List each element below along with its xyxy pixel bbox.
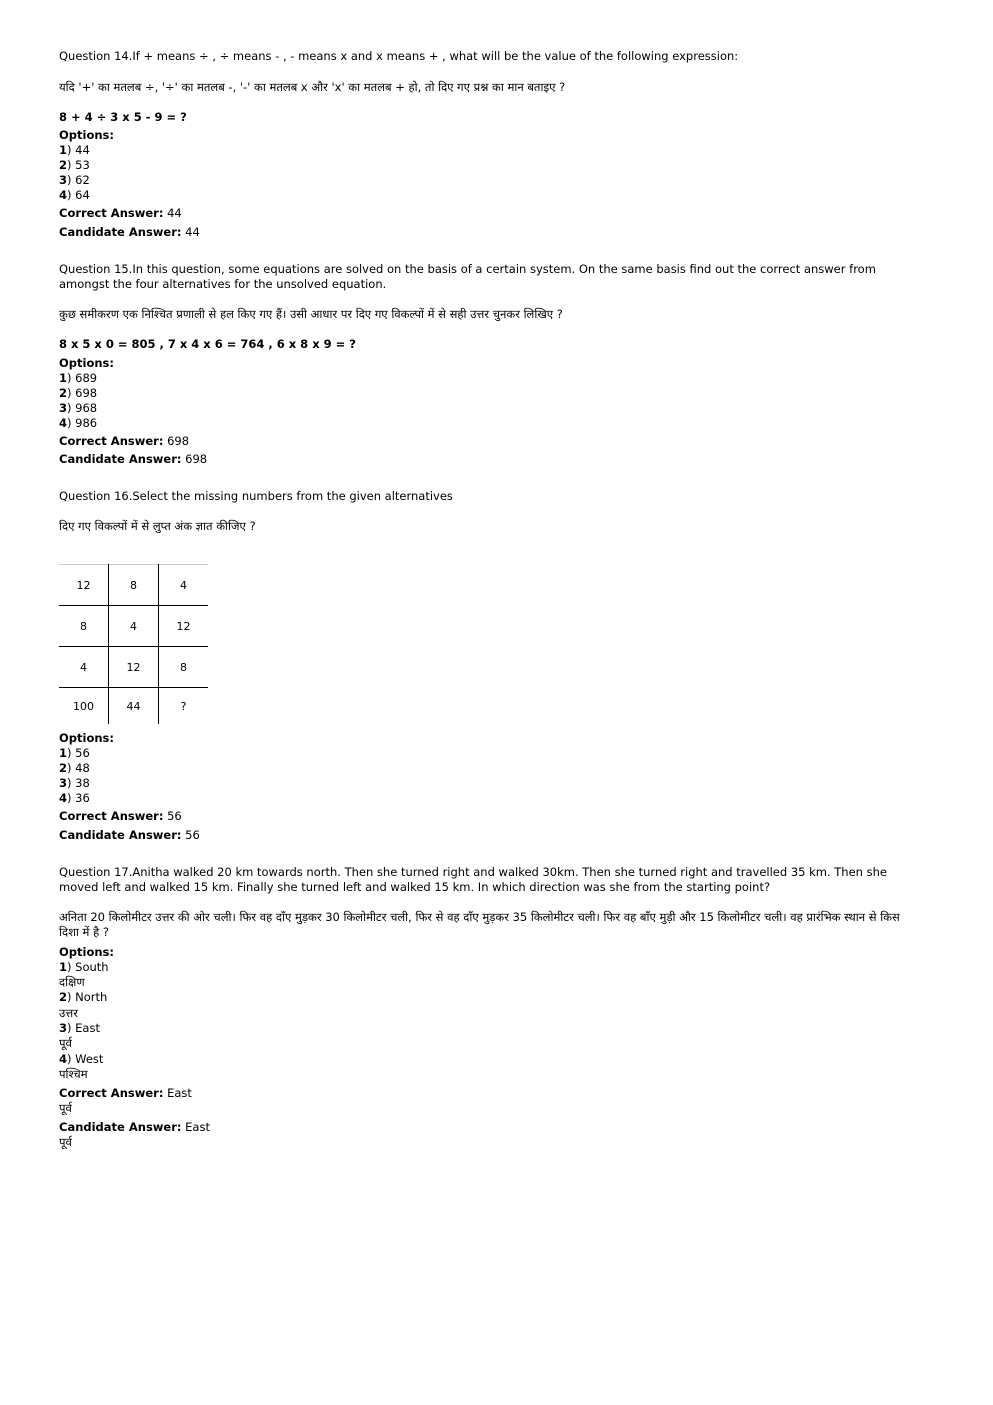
grid-cell: 44	[109, 688, 159, 725]
q15-hindi: कुछ समीकरण एक निश्चित प्रणाली से हल किए गए हैं। उसी आधार पर दिए गए विकल्पों में से सही उत्तर चुनकर लिखिए ?	[59, 307, 563, 321]
q16-options-label: Options:	[59, 731, 114, 745]
q17-options-label: Options:	[59, 945, 114, 959]
grid-cell: 8	[109, 565, 159, 606]
grid-row	[59, 565, 208, 606]
q17-option-2-hindi: उत्तर	[59, 1006, 78, 1020]
q16-correct-answer: Correct Answer: 56	[59, 809, 182, 823]
q17-option-3: 3) East	[59, 1021, 100, 1035]
q14-correct-answer: Correct Answer: 44	[59, 206, 182, 220]
q14-options-label: Options:	[59, 128, 114, 142]
q17-option-1-hindi: दक्षिण	[59, 975, 85, 989]
q17-hindi: अनिता 20 किलोमीटर उत्तर की ओर चली। फिर वह दाँए मुड़कर 30 किलोमीटर चली, फिर से वह दाँए मुड़कर 35 किलोमीटर चली। फिर वह बाँए मुड़ी और 15 किलोमीटर चली। वह प्रारंभिक स्थान से किस दिशा में है ?	[59, 910, 900, 939]
q17-correct-answer-hindi: पूर्व	[59, 1101, 72, 1115]
grid-cell: 12	[159, 606, 209, 647]
grid-cell: 12	[59, 565, 109, 606]
q17-option-3-hindi: पूर्व	[59, 1036, 72, 1050]
q17-candidate-answer: Candidate Answer: East	[59, 1120, 210, 1134]
q14-option-2: 2) 53	[59, 158, 90, 172]
q17-option-2: 2) North	[59, 990, 108, 1004]
q15-option-4: 4) 986	[59, 416, 98, 430]
grid-cell: 8	[159, 647, 209, 688]
grid-row	[59, 606, 208, 647]
grid-cell: 4	[159, 565, 209, 606]
q14-option-4: 4) 64	[59, 188, 90, 202]
q16-candidate-answer: Candidate Answer: 56	[59, 828, 200, 842]
q14-hindi: यदि '+' का मतलब ÷, '÷' का मतलब -, '-' का मतलब x और 'x' का मतलब + हो, तो दिए गए प्रश्न का मान बताइए ?	[59, 80, 566, 94]
q15-options-label: Options:	[59, 356, 114, 370]
grid-cell: 4	[59, 647, 109, 688]
grid-row	[59, 647, 208, 688]
q16-option-2: 2) 48	[59, 761, 90, 775]
q14-expression: 8 + 4 ÷ 3 x 5 - 9 = ?	[59, 110, 187, 124]
q17-question: Question 17.Anitha walked 20 km towards north. Then she turned right and walked 30km. Then she turned right and travelled 35 km. Then she moved left and walked 15 km. Finally she turned left and walked 15 km. In which direction was she from the starting point?	[59, 865, 887, 894]
q15-question: Question 15.In this question, some equations are solved on the basis of a certain system. On the same basis find out the correct answer from amongst the four alternatives for the unsolved equation.	[59, 262, 876, 291]
q15-option-2: 2) 698	[59, 386, 98, 400]
q14-candidate-answer: Candidate Answer: 44	[59, 225, 200, 239]
q14-option-3: 3) 62	[59, 173, 90, 187]
q14-question: Question 14.If + means ÷ , ÷ means - , - means x and x means + , what will be the value of the following expression:	[59, 49, 739, 63]
q17-option-1: 1) South	[59, 960, 109, 974]
grid-cell: 4	[109, 606, 159, 647]
q17-candidate-answer-hindi: पूर्व	[59, 1135, 72, 1149]
grid-row	[59, 688, 208, 725]
grid-cell: 8	[59, 606, 109, 647]
grid-cell: 100	[59, 688, 109, 725]
grid-cell: 12	[109, 647, 159, 688]
q15-option-3: 3) 968	[59, 401, 98, 415]
q17-option-4-hindi: पश्चिम	[59, 1067, 88, 1081]
q16-number-grid	[59, 564, 208, 724]
q16-question: Question 16.Select the missing numbers from the given alternatives	[59, 489, 453, 503]
q15-correct-answer: Correct Answer: 698	[59, 434, 190, 448]
q15-option-1: 1) 689	[59, 371, 98, 385]
grid-cell: ?	[159, 688, 209, 725]
q16-option-4: 4) 36	[59, 791, 90, 805]
q15-expression: 8 x 5 x 0 = 805 , 7 x 4 x 6 = 764 , 6 x 8 x 9 = ?	[59, 337, 356, 351]
q14-option-1: 1) 44	[59, 143, 90, 157]
q15-candidate-answer: Candidate Answer: 698	[59, 452, 208, 466]
q16-option-3: 3) 38	[59, 776, 90, 790]
q16-hindi: दिए गए विकल्पों में से लुप्त अंक ज्ञात कीजिए ?	[59, 519, 256, 533]
q17-correct-answer: Correct Answer: East	[59, 1086, 192, 1100]
q17-option-4: 4) West	[59, 1052, 104, 1066]
q16-option-1: 1) 56	[59, 746, 90, 760]
